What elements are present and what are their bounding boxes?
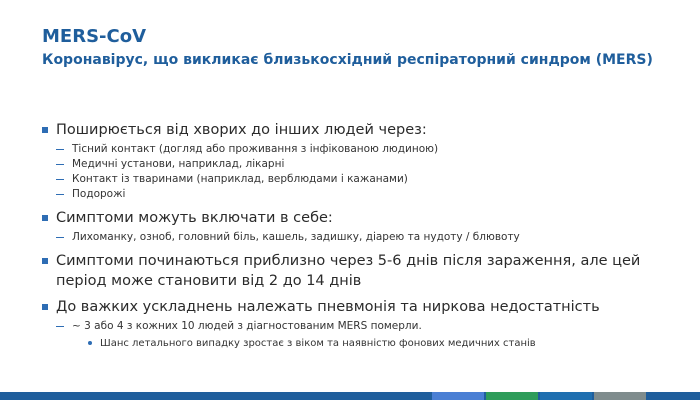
sub-list [56, 230, 660, 245]
sub-list [56, 319, 660, 351]
dash-bullet-icon [56, 326, 64, 327]
dot-bullet-icon [88, 341, 92, 345]
bullet-text: Симптоми починаються приблизно через 5-6 днів після зараження, але цей період може становити від 2 до 14 днів [56, 253, 641, 289]
footer-segment [594, 392, 646, 400]
sub-item [56, 172, 660, 187]
bullet-item-complications [40, 297, 660, 351]
bullet-text: Поширюється від хворих до інших людей через: [56, 122, 427, 138]
bullet-item-symptoms [40, 208, 660, 245]
dash-bullet-icon [56, 149, 64, 150]
sub-item [56, 230, 660, 245]
sub-item-text: Тісний контакт (догляд або проживання з інфікованою людиною) [72, 143, 439, 155]
dash-bullet-icon [56, 194, 64, 195]
sub-item-text: Контакт із тваринами (наприклад, верблюдами і кажанами) [72, 173, 408, 185]
sub-list [56, 142, 660, 202]
sub-item-text: Медичні установи, наприклад, лікарні [72, 158, 285, 170]
slide-subtitle: Коронавірус, що викликає близькосхідний респіраторний синдром (MERS) [42, 52, 653, 68]
square-bullet-icon [42, 127, 48, 133]
footer-segment [648, 392, 700, 400]
dash-bullet-icon [56, 179, 64, 180]
square-bullet-icon [42, 304, 48, 310]
sub-item [56, 319, 660, 351]
bullet-text: Симптоми можуть включати в себе: [56, 210, 333, 226]
footer-segment [432, 392, 484, 400]
footer-segment [486, 392, 538, 400]
bullet-list [40, 120, 660, 357]
bullet-text: До важких ускладнень належать пневмонія та ниркова недостатність [56, 299, 600, 315]
subsub-item-text: Шанс летального випадку зростає з віком та наявністю фонових медичних станів [100, 338, 536, 349]
sub-item [56, 157, 660, 172]
sub-item [56, 187, 660, 202]
square-bullet-icon [42, 258, 48, 264]
slide-title: MERS-CoV [42, 26, 147, 47]
dash-bullet-icon [56, 164, 64, 165]
footer-color-bar [0, 392, 700, 400]
sub-item-text: ~ 3 або 4 з кожних 10 людей з діагностованим MERS померли. [72, 320, 422, 332]
subsub-item [72, 336, 660, 351]
bullet-item-transmission [40, 120, 660, 202]
bullet-item-onset [40, 251, 660, 291]
subsub-list [72, 336, 660, 351]
square-bullet-icon [42, 215, 48, 221]
footer-segment [540, 392, 592, 400]
sub-item-text: Лихоманку, озноб, головний біль, кашель, задишку, діарею та нудоту / блювоту [72, 231, 520, 243]
sub-item-text: Подорожі [72, 188, 126, 200]
dash-bullet-icon [56, 237, 64, 238]
sub-item [56, 142, 660, 157]
